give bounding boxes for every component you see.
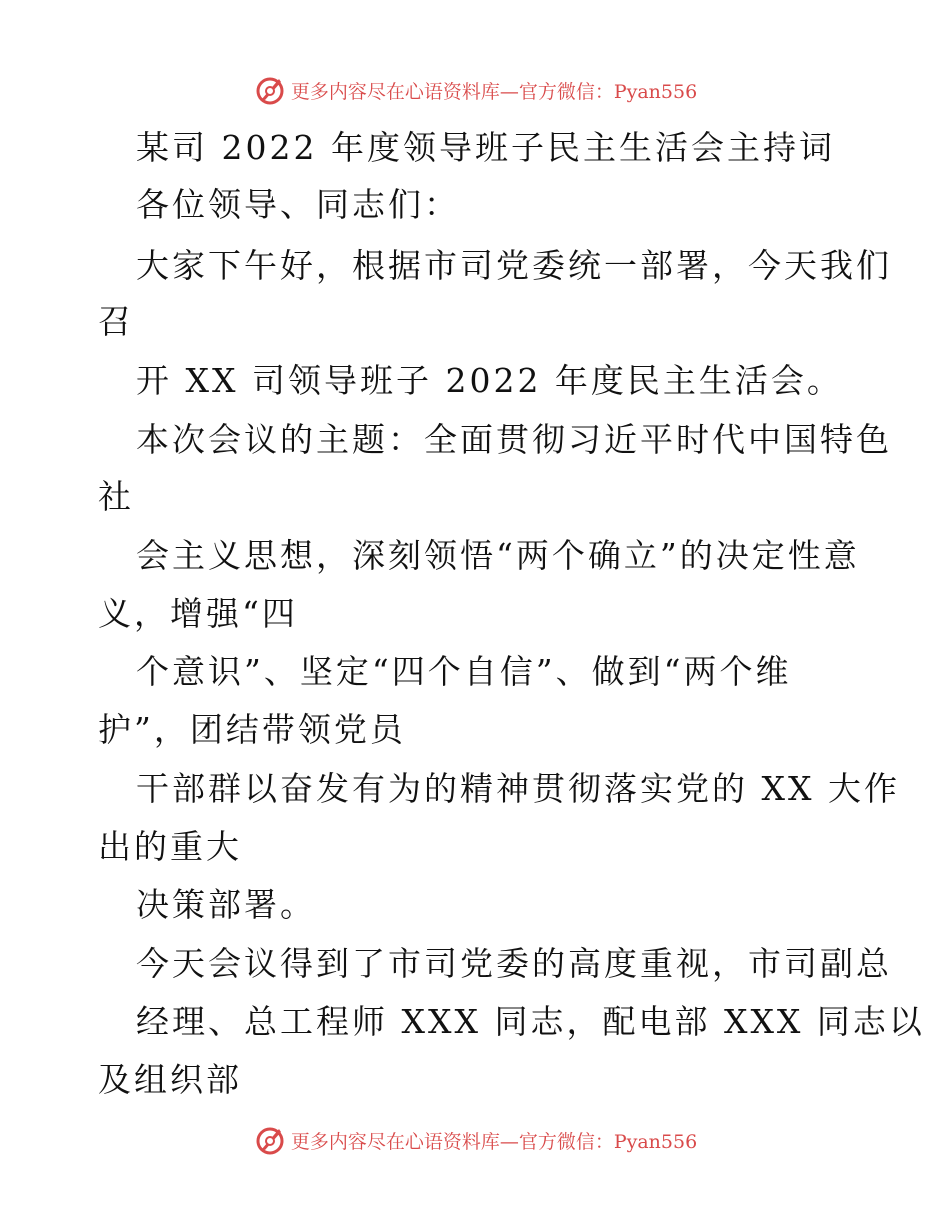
footer-watermark xyxy=(0,1120,950,1160)
text-line: 经理、总工程师 XXX 同志，配电部 XXX 同志以 xyxy=(136,1002,925,1041)
text-line: 出的重大 xyxy=(98,827,242,866)
text-line: 各位领导、同志们： xyxy=(136,185,460,224)
text-line: 今天会议得到了市司党委的高度重视，市司副总 xyxy=(136,944,892,983)
text-line: 社 xyxy=(98,477,134,516)
header-watermark xyxy=(0,70,950,110)
text-line: 召 xyxy=(98,302,134,341)
text-line: 干部群以奋发有为的精神贯彻落实党的 XX 大作 xyxy=(136,769,900,808)
text-line: 护”，团结带领党员 xyxy=(98,710,406,749)
text-line: 决策部署。 xyxy=(136,885,316,924)
footer-watermark-text: 更多内容尽在心语资料库—官方微信：Pyan556 xyxy=(290,1130,698,1153)
text-line: 义，增强“四 xyxy=(98,594,298,633)
text-line: 个意识”、坚定“四个自信”、做到“两个维 xyxy=(136,652,792,691)
text-line: 本次会议的主题：全面贯彻习近平时代中国特色 xyxy=(136,420,892,459)
text-line: 大家下午好，根据市司党委统一部署，今天我们 xyxy=(136,246,892,285)
text-line: 开 XX 司领导班子 2022 年度民主生活会。 xyxy=(136,361,843,400)
text-line: 及组织部 xyxy=(98,1060,242,1099)
document-title: 某司 2022 年度领导班子民主生活会主持词 xyxy=(136,128,835,167)
text-line: 会主义思想，深刻领悟“两个确立”的决定性意 xyxy=(136,536,860,575)
quill-logo-icon xyxy=(253,1123,287,1157)
quill-logo-icon xyxy=(253,73,287,107)
header-watermark-text: 更多内容尽在心语资料库—官方微信：Pyan556 xyxy=(290,80,698,103)
